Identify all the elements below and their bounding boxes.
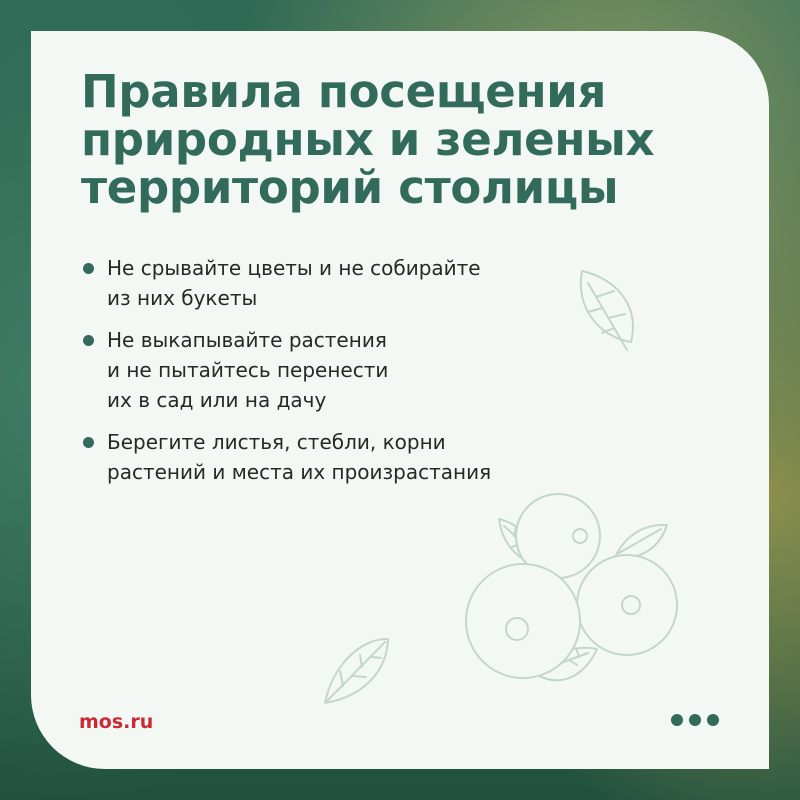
brand-logo[interactable]: mos.ru <box>79 711 154 733</box>
rule-item <box>83 427 583 487</box>
rule-line: растений и места их произрастания <box>107 460 492 484</box>
rule-line: Не срывайте цветы и не собирайте <box>107 256 481 280</box>
title-line: территорий столицы <box>81 161 619 214</box>
leaf-icon <box>325 639 388 703</box>
dot-icon <box>671 714 683 726</box>
rule-item <box>83 253 583 313</box>
bullet-icon <box>83 263 94 274</box>
rule-line: из них букеты <box>107 286 258 310</box>
title-line: природных и зеленых <box>81 113 655 166</box>
title-line: Правила посещения <box>81 65 607 118</box>
rule-line: и не пытайтесь перенести <box>107 358 389 382</box>
rules-list <box>83 253 583 499</box>
dot-icon <box>689 714 701 726</box>
rule-line: Не выкапывайте растения <box>107 328 387 352</box>
rule-line: их в сад или на дачу <box>107 388 327 412</box>
rule-line: Берегите листья, стебли, корни <box>107 430 446 454</box>
bullet-icon <box>83 335 94 346</box>
page-title <box>81 65 721 214</box>
bullet-icon <box>83 437 94 448</box>
card <box>31 31 769 769</box>
berries-icon <box>466 494 677 680</box>
more-icon[interactable] <box>671 714 719 726</box>
rule-item <box>83 325 583 415</box>
dot-icon <box>707 714 719 726</box>
leaf-icon <box>581 271 633 350</box>
